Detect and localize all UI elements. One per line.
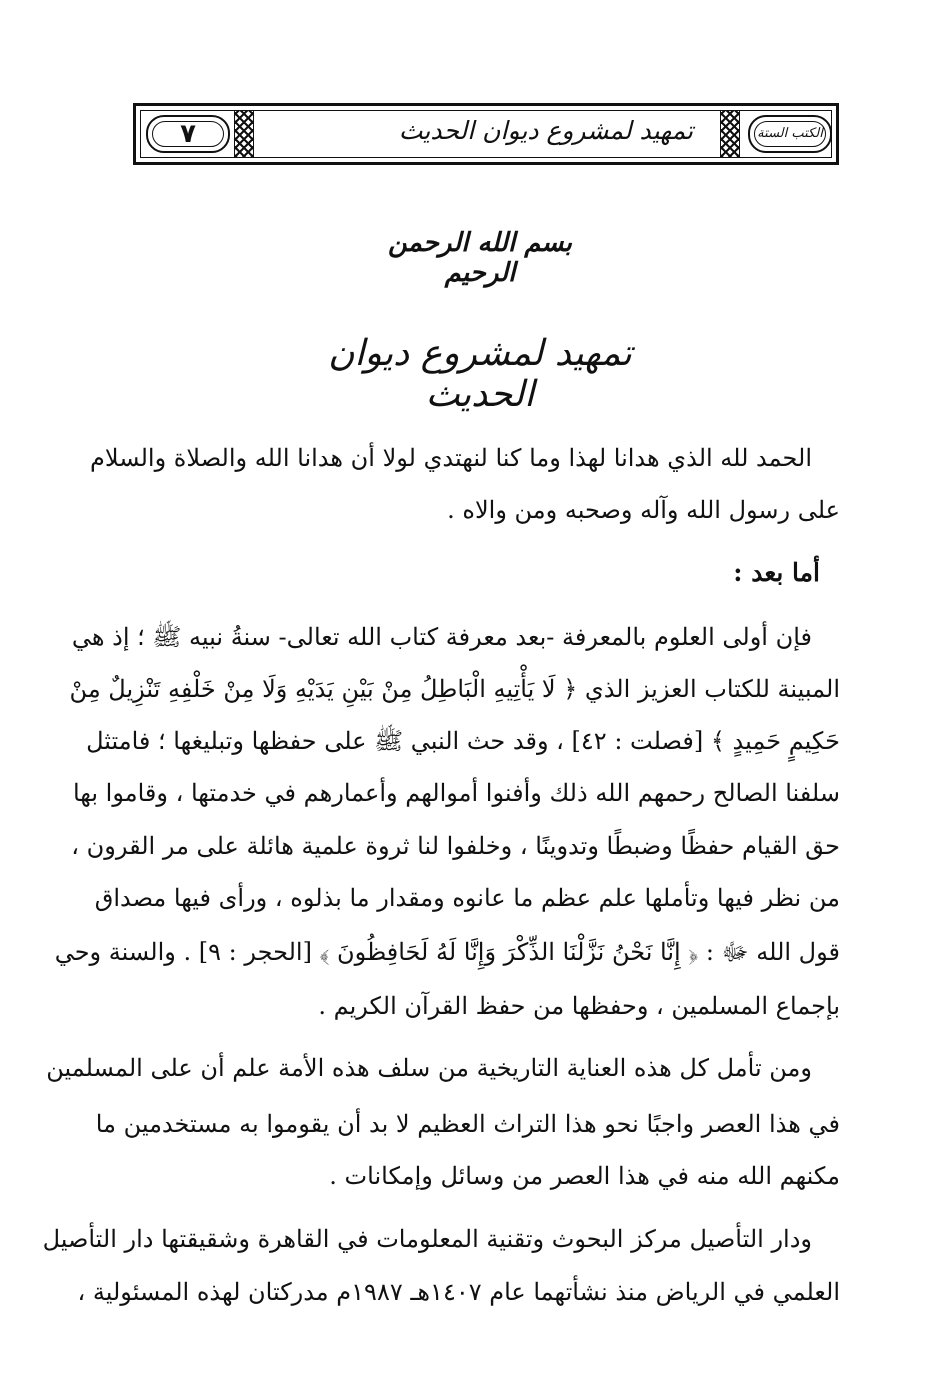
text-line: ومن تأمل كل هذه العناية التاريخية من سلف هذه الأمة علم أن على المسلمين xyxy=(46,1054,812,1082)
text-line: قول الله ﷻ : ﴿ إِنَّا نَحْنُ نَزَّلْنَا الذِّكْرَ وَإِنَّا لَهُ لَحَافِظُونَ ﴾ [الحجر : ٩] . والسنة وحي xyxy=(54,938,840,966)
running-title: تمهيد لمشروع ديوان الحديث xyxy=(398,116,694,145)
text-line: ودار التأصيل مركز البحوث وتقنية المعلومات في القاهرة وشقيقتها دار التأصيل xyxy=(42,1225,812,1253)
text-line: في هذا العصر واجبًا نحو هذا التراث العظيم لا بد أن يقوموا به مستخدمين ما xyxy=(95,1110,840,1138)
text-line: من نظر فيها وتأملها علم عظم ما عانوه ومقدار ما بذلوه ، ورأى فيها مصداق xyxy=(94,884,840,912)
page-number-medallion xyxy=(146,115,230,153)
basmala: بسم الله الرحمن الرحيم xyxy=(388,228,572,288)
text-line: مكنهم الله منه في هذا العصر من وسائل وإمكانات . xyxy=(329,1162,840,1190)
ornament-knot-right xyxy=(720,110,740,158)
page-title: تمهيد لمشروع ديوان الحديث xyxy=(328,333,632,415)
text-line: على رسول الله وآله وصحبه ومن والاه . xyxy=(447,496,840,524)
text-line: بإجماع المسلمين ، وحفظها من حفظ القرآن الكريم . xyxy=(318,992,840,1020)
text-line: حق القيام حفظًا وضبطًا وتدوينًا ، وخلفوا لنا ثروة علمية هائلة على مر القرون ، xyxy=(71,832,840,860)
text-line: العلمي في الرياض منذ نشأتهما عام ١٤٠٧هـ ١٩٨٧م مدركتان لهذه المسئولية ، xyxy=(77,1278,840,1306)
text-line: المبينة للكتاب العزيز الذي ﴿ لَا يَأْتِيهِ الْبَاطِلُ مِنْ بَيْنِ يَدَيْهِ وَلَا مِنْ خَلْفِهِ تَنْزِيلٌ مِنْ xyxy=(69,675,840,703)
text-line: حَكِيمٍ حَمِيدٍ ﴾ [فصلت : ٤٢] ، وقد حث النبي ﷺ على حفظها وتبليغها ؛ فامتثل xyxy=(86,727,840,755)
page-number: ٧ xyxy=(180,119,196,149)
text-line: فإن أولى العلوم بالمعرفة -بعد معرفة كتاب الله تعالى- سنةُ نبيه ﷺ ؛ إذ هي xyxy=(71,623,812,651)
ornamental-header xyxy=(133,103,839,165)
section-subheading: أما بعد : xyxy=(733,558,820,587)
text-line: سلفنا الصالح رحمهم الله ذلك وأفنوا أموالهم وأعمارهم في خدمتها ، وقاموا بها xyxy=(72,779,840,807)
logo-text: الكتب الستة xyxy=(757,126,823,142)
ornament-knot-left xyxy=(234,110,254,158)
text-line: الحمد لله الذي هدانا لهذا وما كنا لنهتدي لولا أن هدانا الله والصلاة والسلام xyxy=(90,444,812,472)
logo-medallion xyxy=(748,115,832,153)
